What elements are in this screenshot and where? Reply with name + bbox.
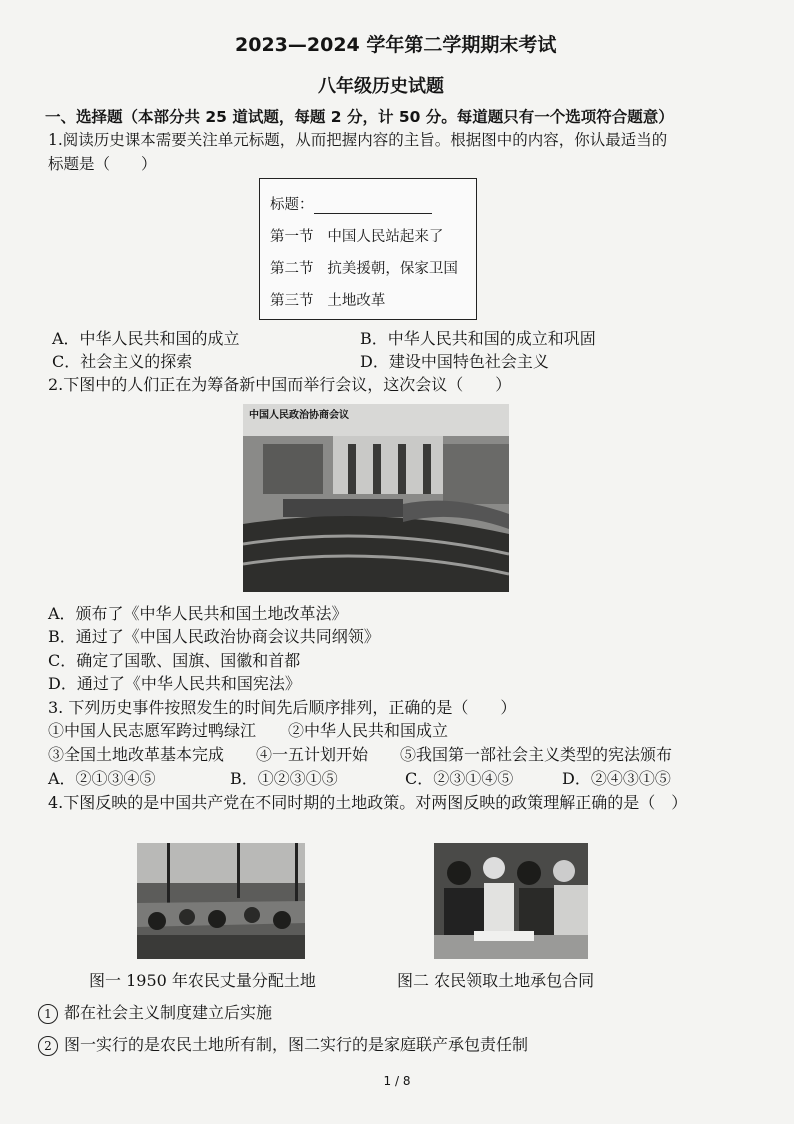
- q1-unit-box: [259, 178, 477, 320]
- q2-option-a: A．颁布了《中华人民共和国土地改革法》: [48, 604, 348, 623]
- q1-box-text-3: 土地改革: [327, 293, 386, 309]
- q1-box-title-row: [270, 193, 432, 214]
- statement-number-1: 1: [38, 1004, 58, 1024]
- q2-photo-banner: 中国人民政治协商会议: [249, 410, 349, 421]
- exam-title: 2023—2024 学年第二学期期末考试: [235, 34, 557, 56]
- q1-option-a: A．中华人民共和国的成立: [52, 329, 240, 348]
- statement-text-1: 都在社会主义制度建立后实施: [64, 1003, 273, 1022]
- q1-option-c: C．社会主义的探索: [52, 352, 193, 371]
- q1-box-title-blank: [314, 199, 432, 214]
- q1-box-row-1: [270, 225, 443, 246]
- statement-number-2: 2: [38, 1036, 58, 1056]
- section-heading: 一、选择题（本部分共 25 道试题，每题 2 分，计 50 分。每道题只有一个选项符合题意）: [45, 108, 674, 126]
- q1-option-d: D．建设中国特色社会主义: [360, 352, 549, 371]
- q1-stem-line2: 标题是（ ）: [48, 155, 157, 173]
- q3-option-d: D．②④③①⑤: [562, 769, 671, 788]
- contract-photo-graphic: [434, 843, 588, 959]
- q4-caption-1: 图一 1950 年农民丈量分配土地: [89, 971, 316, 990]
- land-measuring-photo-graphic: [137, 843, 305, 959]
- q1-box-row-3: [270, 289, 385, 310]
- q4-photo-1: [137, 843, 305, 959]
- exam-subtitle: 八年级历史试题: [318, 76, 444, 97]
- q3-stem: 3. 下列历史事件按照发生的时间先后顺序排列，正确的是（ ）: [48, 698, 517, 717]
- q1-box-row-2: [270, 257, 458, 278]
- q4-stem: 4.下图反映的是中国共产党在不同时期的土地政策。对两图反映的政策理解正确的是（ ）: [48, 793, 688, 812]
- q1-box-text-1: 中国人民站起来了: [327, 229, 444, 245]
- page-number: 1 / 8: [383, 1074, 411, 1088]
- conference-photo-graphic: [243, 404, 509, 592]
- q1-box-sec-3: 第三节: [270, 293, 314, 309]
- q4-photo-2: [434, 843, 588, 959]
- q4-caption-2: 图二 农民领取土地承包合同: [397, 971, 595, 990]
- q3-items-line1: ①中国人民志愿军跨过鸭绿江 ②中华人民共和国成立: [48, 721, 449, 740]
- q3-items-line2: ③全国土地改革基本完成 ④一五计划开始 ⑤我国第一部社会主义类型的宪法颁布: [48, 745, 673, 764]
- q1-box-title-label: 标题：: [270, 197, 314, 213]
- q1-box-sec-1: 第一节: [270, 229, 314, 245]
- q1-box-text-2: 抗美援朝，保家卫国: [327, 261, 458, 277]
- q3-option-c: C．②③①④⑤: [405, 769, 514, 788]
- q1-option-b: B．中华人民共和国的成立和巩固: [360, 329, 596, 348]
- statement-text-2: 图一实行的是农民土地所有制，图二实行的是家庭联产承包责任制: [64, 1035, 529, 1054]
- q4-statement-2: [38, 1034, 528, 1056]
- q2-option-c: C．确定了国歌、国旗、国徽和首都: [48, 651, 301, 670]
- q2-option-b: B．通过了《中国人民政治协商会议共同纲领》: [48, 627, 380, 646]
- q3-option-a: A．②①③④⑤: [48, 769, 156, 788]
- q1-box-sec-2: 第二节: [270, 261, 314, 277]
- q2-conference-photo: [243, 404, 509, 592]
- q3-option-b: B．①②③①⑤: [230, 769, 338, 788]
- q1-stem-line1: 1.阅读历史课本需要关注单元标题，从而把握内容的主旨。根据图中的内容，你认最适当的: [48, 131, 668, 149]
- q2-option-d: D．通过了《中华人民共和国宪法》: [48, 674, 301, 693]
- q2-stem: 2.下图中的人们正在为筹备新中国而举行会议，这次会议（ ）: [48, 375, 512, 394]
- q4-statement-1: [38, 1002, 272, 1024]
